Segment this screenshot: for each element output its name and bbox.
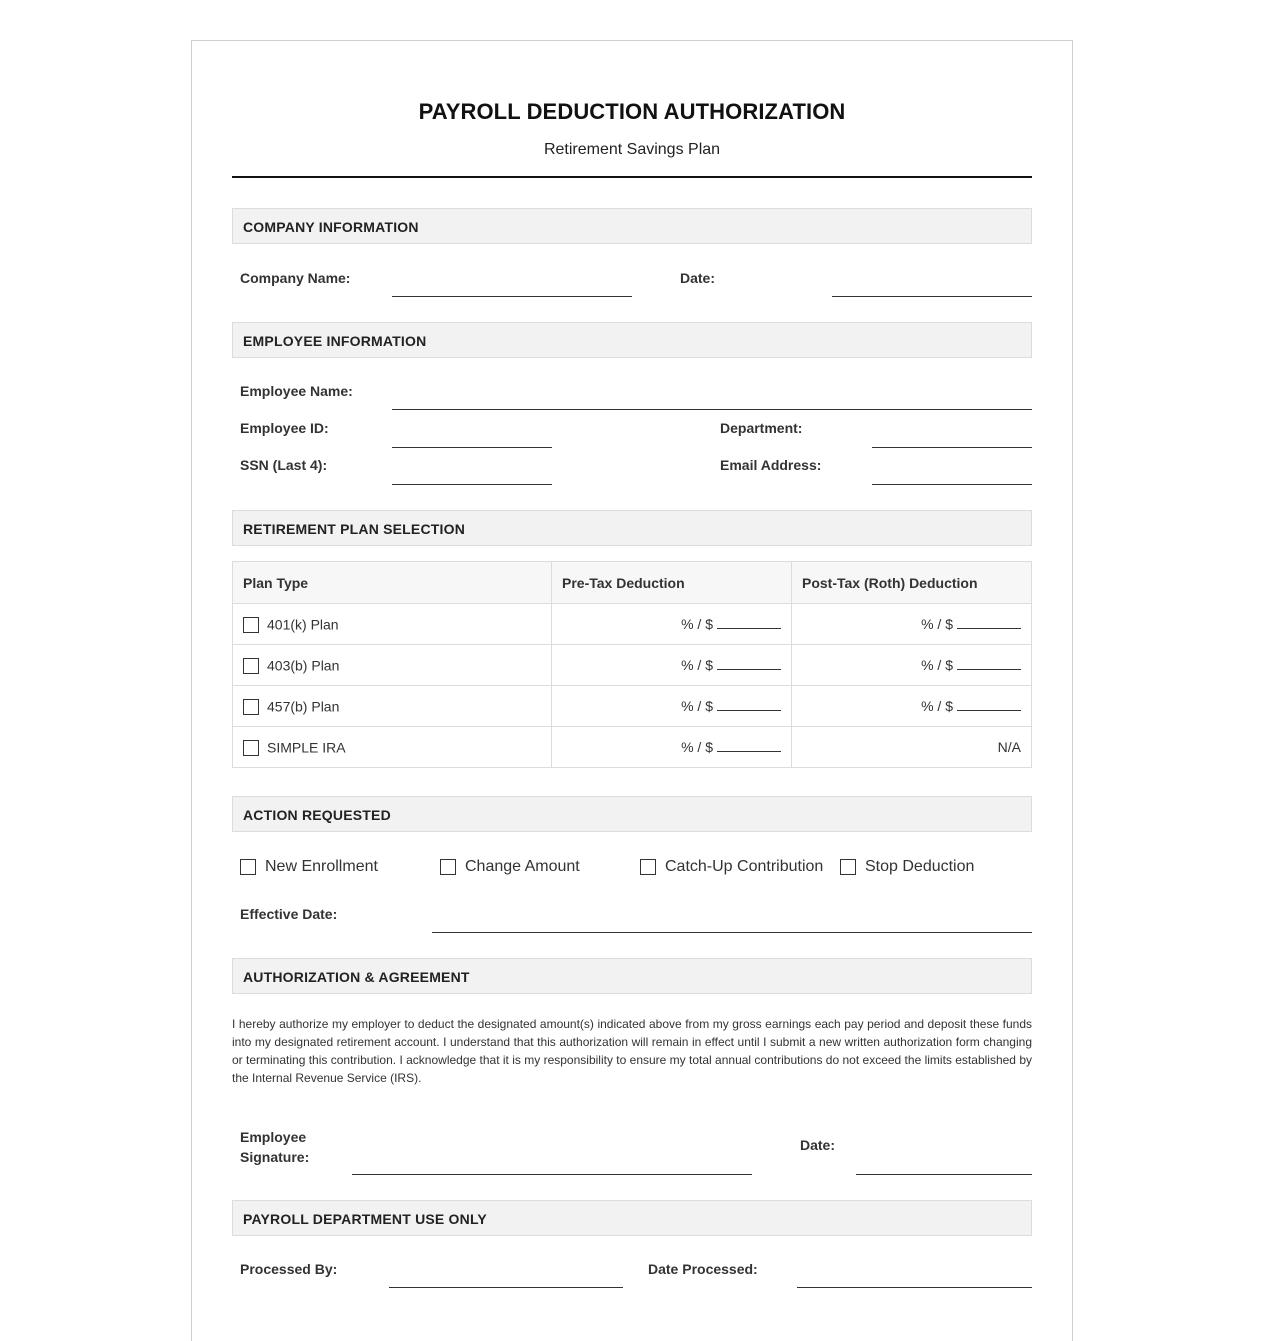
- processed-by-label: Processed By:: [240, 1261, 338, 1277]
- employee-id-field[interactable]: [392, 447, 552, 448]
- plan-cell: [233, 727, 552, 768]
- post-tax-cell: [792, 686, 1032, 727]
- amount-prefix: % / $: [681, 739, 713, 755]
- action-option-catch-up[interactable]: [640, 858, 823, 876]
- plan-name: 457(b) Plan: [267, 698, 340, 715]
- effective-date-field[interactable]: [432, 932, 1032, 933]
- signature-date-label: Date:: [800, 1137, 836, 1153]
- checkbox[interactable]: [440, 859, 456, 875]
- amount-prefix: % / $: [921, 698, 953, 714]
- action-option-label: Stop Deduction: [865, 858, 975, 875]
- table-row: [233, 686, 1032, 727]
- post-tax-cell: [792, 645, 1032, 686]
- amount-prefix: % / $: [681, 657, 713, 673]
- employee-name-label: Employee Name:: [240, 383, 353, 399]
- section-header-company: [232, 208, 1032, 244]
- authorization-text: I hereby authorize my employer to deduct the designated amount(s) indicated above from my gross earnings each pay period and deposit these funds into my designated retirement account. I understand that this authorization will remain in effect until I submit a new written authorization form changing or terminating this contribution. I acknowledge that it is my responsibility to ensure my total annual contributions do not exceed the limits established by the Internal Revenue Service (IRS).: [232, 1017, 1032, 1085]
- signature-date-field[interactable]: [856, 1174, 1032, 1175]
- plan-name: 403(b) Plan: [267, 657, 340, 674]
- plan-checkbox-simple-ira[interactable]: [243, 740, 259, 756]
- section-header-employee: [232, 322, 1032, 358]
- table-header-row: [233, 562, 1032, 604]
- amount-prefix: % / $: [681, 616, 713, 632]
- section-title: PAYROLL DEPARTMENT USE ONLY: [243, 1211, 487, 1227]
- plan-cell: [233, 604, 552, 645]
- ssn-label: SSN (Last 4):: [240, 457, 328, 473]
- department-label: Department:: [720, 420, 803, 436]
- table-row: [233, 727, 1032, 768]
- post-tax-amount-field[interactable]: [957, 657, 1021, 670]
- post-tax-cell: [792, 604, 1032, 645]
- amount-prefix: % / $: [681, 698, 713, 714]
- plan-cell: [233, 686, 552, 727]
- pre-tax-cell: [552, 645, 792, 686]
- signature-label-line: Signature:: [240, 1149, 310, 1165]
- checkbox[interactable]: [840, 859, 856, 875]
- action-option-new-enrollment[interactable]: [240, 858, 378, 876]
- ssn-field[interactable]: [392, 484, 552, 485]
- section-header-payroll: [232, 1200, 1032, 1236]
- column-header-plan-type: Plan Type: [233, 562, 552, 604]
- form-title: PAYROLL DEDUCTION AUTHORIZATION: [418, 99, 846, 124]
- section-header-authorization: [232, 958, 1032, 994]
- date-processed-field[interactable]: [797, 1287, 1032, 1288]
- section-title: EMPLOYEE INFORMATION: [243, 333, 427, 349]
- post-tax-amount-field[interactable]: [957, 698, 1021, 711]
- title-divider: [232, 176, 1032, 178]
- email-field[interactable]: [872, 484, 1032, 485]
- form-page: [191, 40, 1073, 1341]
- pre-tax-amount-field[interactable]: [717, 616, 781, 629]
- date-processed-label: Date Processed:: [648, 1261, 758, 1277]
- plan-checkbox-401k[interactable]: [243, 617, 259, 633]
- checkbox[interactable]: [240, 859, 256, 875]
- signature-label-line: Employee: [240, 1129, 307, 1145]
- pre-tax-cell: [552, 686, 792, 727]
- action-option-change-amount[interactable]: [440, 858, 580, 876]
- action-option-label: Catch-Up Contribution: [665, 858, 824, 875]
- plan-name: SIMPLE IRA: [267, 739, 346, 756]
- pre-tax-amount-field[interactable]: [717, 739, 781, 752]
- plan-cell: [233, 645, 552, 686]
- department-field[interactable]: [872, 447, 1032, 448]
- plan-checkbox-403b[interactable]: [243, 658, 259, 674]
- section-title: ACTION REQUESTED: [243, 807, 391, 823]
- company-name-label: Company Name:: [240, 270, 351, 286]
- email-label: Email Address:: [720, 457, 822, 473]
- form-subtitle: Retirement Savings Plan: [543, 141, 721, 158]
- company-date-label: Date:: [680, 270, 716, 286]
- amount-prefix: % / $: [921, 616, 953, 632]
- section-header-plan: [232, 510, 1032, 546]
- effective-date-label: Effective Date:: [240, 906, 338, 922]
- employee-signature-field[interactable]: [352, 1174, 752, 1175]
- section-title: AUTHORIZATION & AGREEMENT: [243, 969, 470, 985]
- section-title: RETIREMENT PLAN SELECTION: [243, 521, 466, 537]
- post-tax-amount-field[interactable]: [957, 616, 1021, 629]
- company-name-field[interactable]: [392, 296, 632, 297]
- company-date-field[interactable]: [832, 296, 1032, 297]
- section-header-action: [232, 796, 1032, 832]
- table-row: [233, 645, 1032, 686]
- amount-prefix: % / $: [921, 657, 953, 673]
- pre-tax-cell: [552, 604, 792, 645]
- pre-tax-cell: [552, 727, 792, 768]
- employee-signature-label: [240, 1127, 309, 1167]
- plan-selection-table: [232, 561, 1032, 768]
- employee-name-field[interactable]: [392, 409, 1032, 410]
- column-header-pre-tax: Pre-Tax Deduction: [552, 562, 792, 604]
- action-option-stop-deduction[interactable]: [840, 858, 974, 876]
- checkbox[interactable]: [640, 859, 656, 875]
- pre-tax-amount-field[interactable]: [717, 657, 781, 670]
- plan-checkbox-457b[interactable]: [243, 699, 259, 715]
- plan-name: 401(k) Plan: [267, 616, 339, 633]
- table-row: [233, 604, 1032, 645]
- post-tax-na: N/A: [792, 727, 1032, 768]
- column-header-post-tax: Post-Tax (Roth) Deduction: [792, 562, 1032, 604]
- employee-id-label: Employee ID:: [240, 420, 329, 436]
- processed-by-field[interactable]: [389, 1287, 623, 1288]
- action-option-label: Change Amount: [465, 858, 580, 875]
- action-option-label: New Enrollment: [265, 858, 378, 875]
- section-title: COMPANY INFORMATION: [243, 219, 419, 235]
- pre-tax-amount-field[interactable]: [717, 698, 781, 711]
